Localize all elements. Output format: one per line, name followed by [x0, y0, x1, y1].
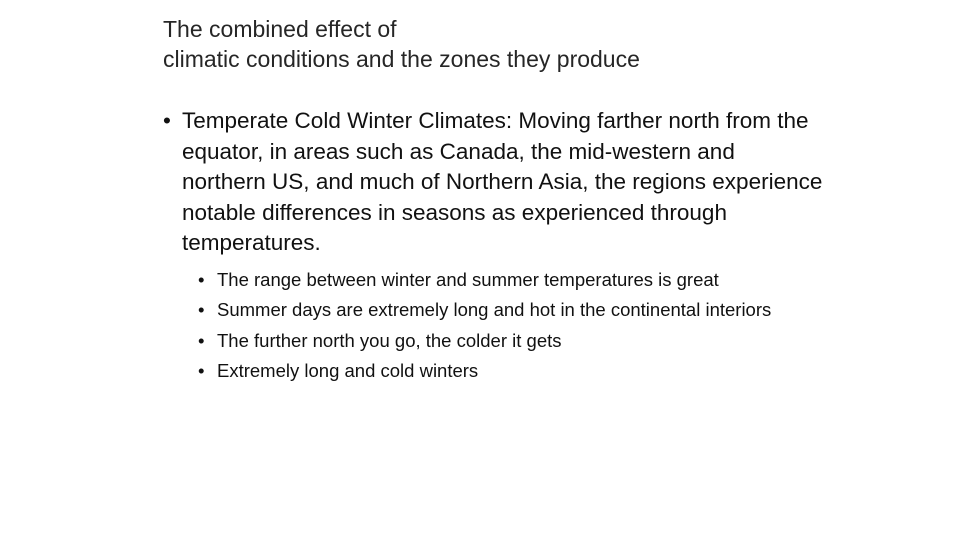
sub-bullet-list [198, 267, 823, 384]
sub-bullet-text: Extremely long and cold winters [217, 360, 479, 381]
bullet-icon: • [198, 299, 205, 320]
bullet-icon: • [163, 108, 171, 133]
sub-bullet-item [198, 358, 823, 384]
sub-bullet-text: Summer days are extremely long and hot in the continental interiors [217, 299, 772, 320]
bullet-icon: • [198, 329, 205, 351]
main-bullet-item [163, 106, 823, 259]
sub-bullet-text: The further north you go, the colder it gets [217, 329, 562, 351]
sub-bullet-item [198, 328, 823, 354]
bullet-icon: • [198, 360, 205, 381]
slide-title [163, 14, 863, 74]
title-line-1: The combined effect of [163, 16, 397, 42]
title-line-2: climatic conditions and the zones they produce [163, 46, 640, 72]
main-bullet-text: Temperate Cold Winter Climates: Moving farther north from the equator, in areas such as Canada, the mid-western and northern US, and much of Northern Asia, the regions experience notable differences in seasons as experienced through temperatures. [182, 108, 823, 255]
sub-bullet-item [198, 297, 823, 323]
slide-body [163, 106, 823, 389]
sub-bullet-text: The range between winter and summer temperatures is great [217, 268, 719, 290]
bullet-icon: • [198, 268, 205, 290]
sub-bullet-item [198, 267, 823, 293]
